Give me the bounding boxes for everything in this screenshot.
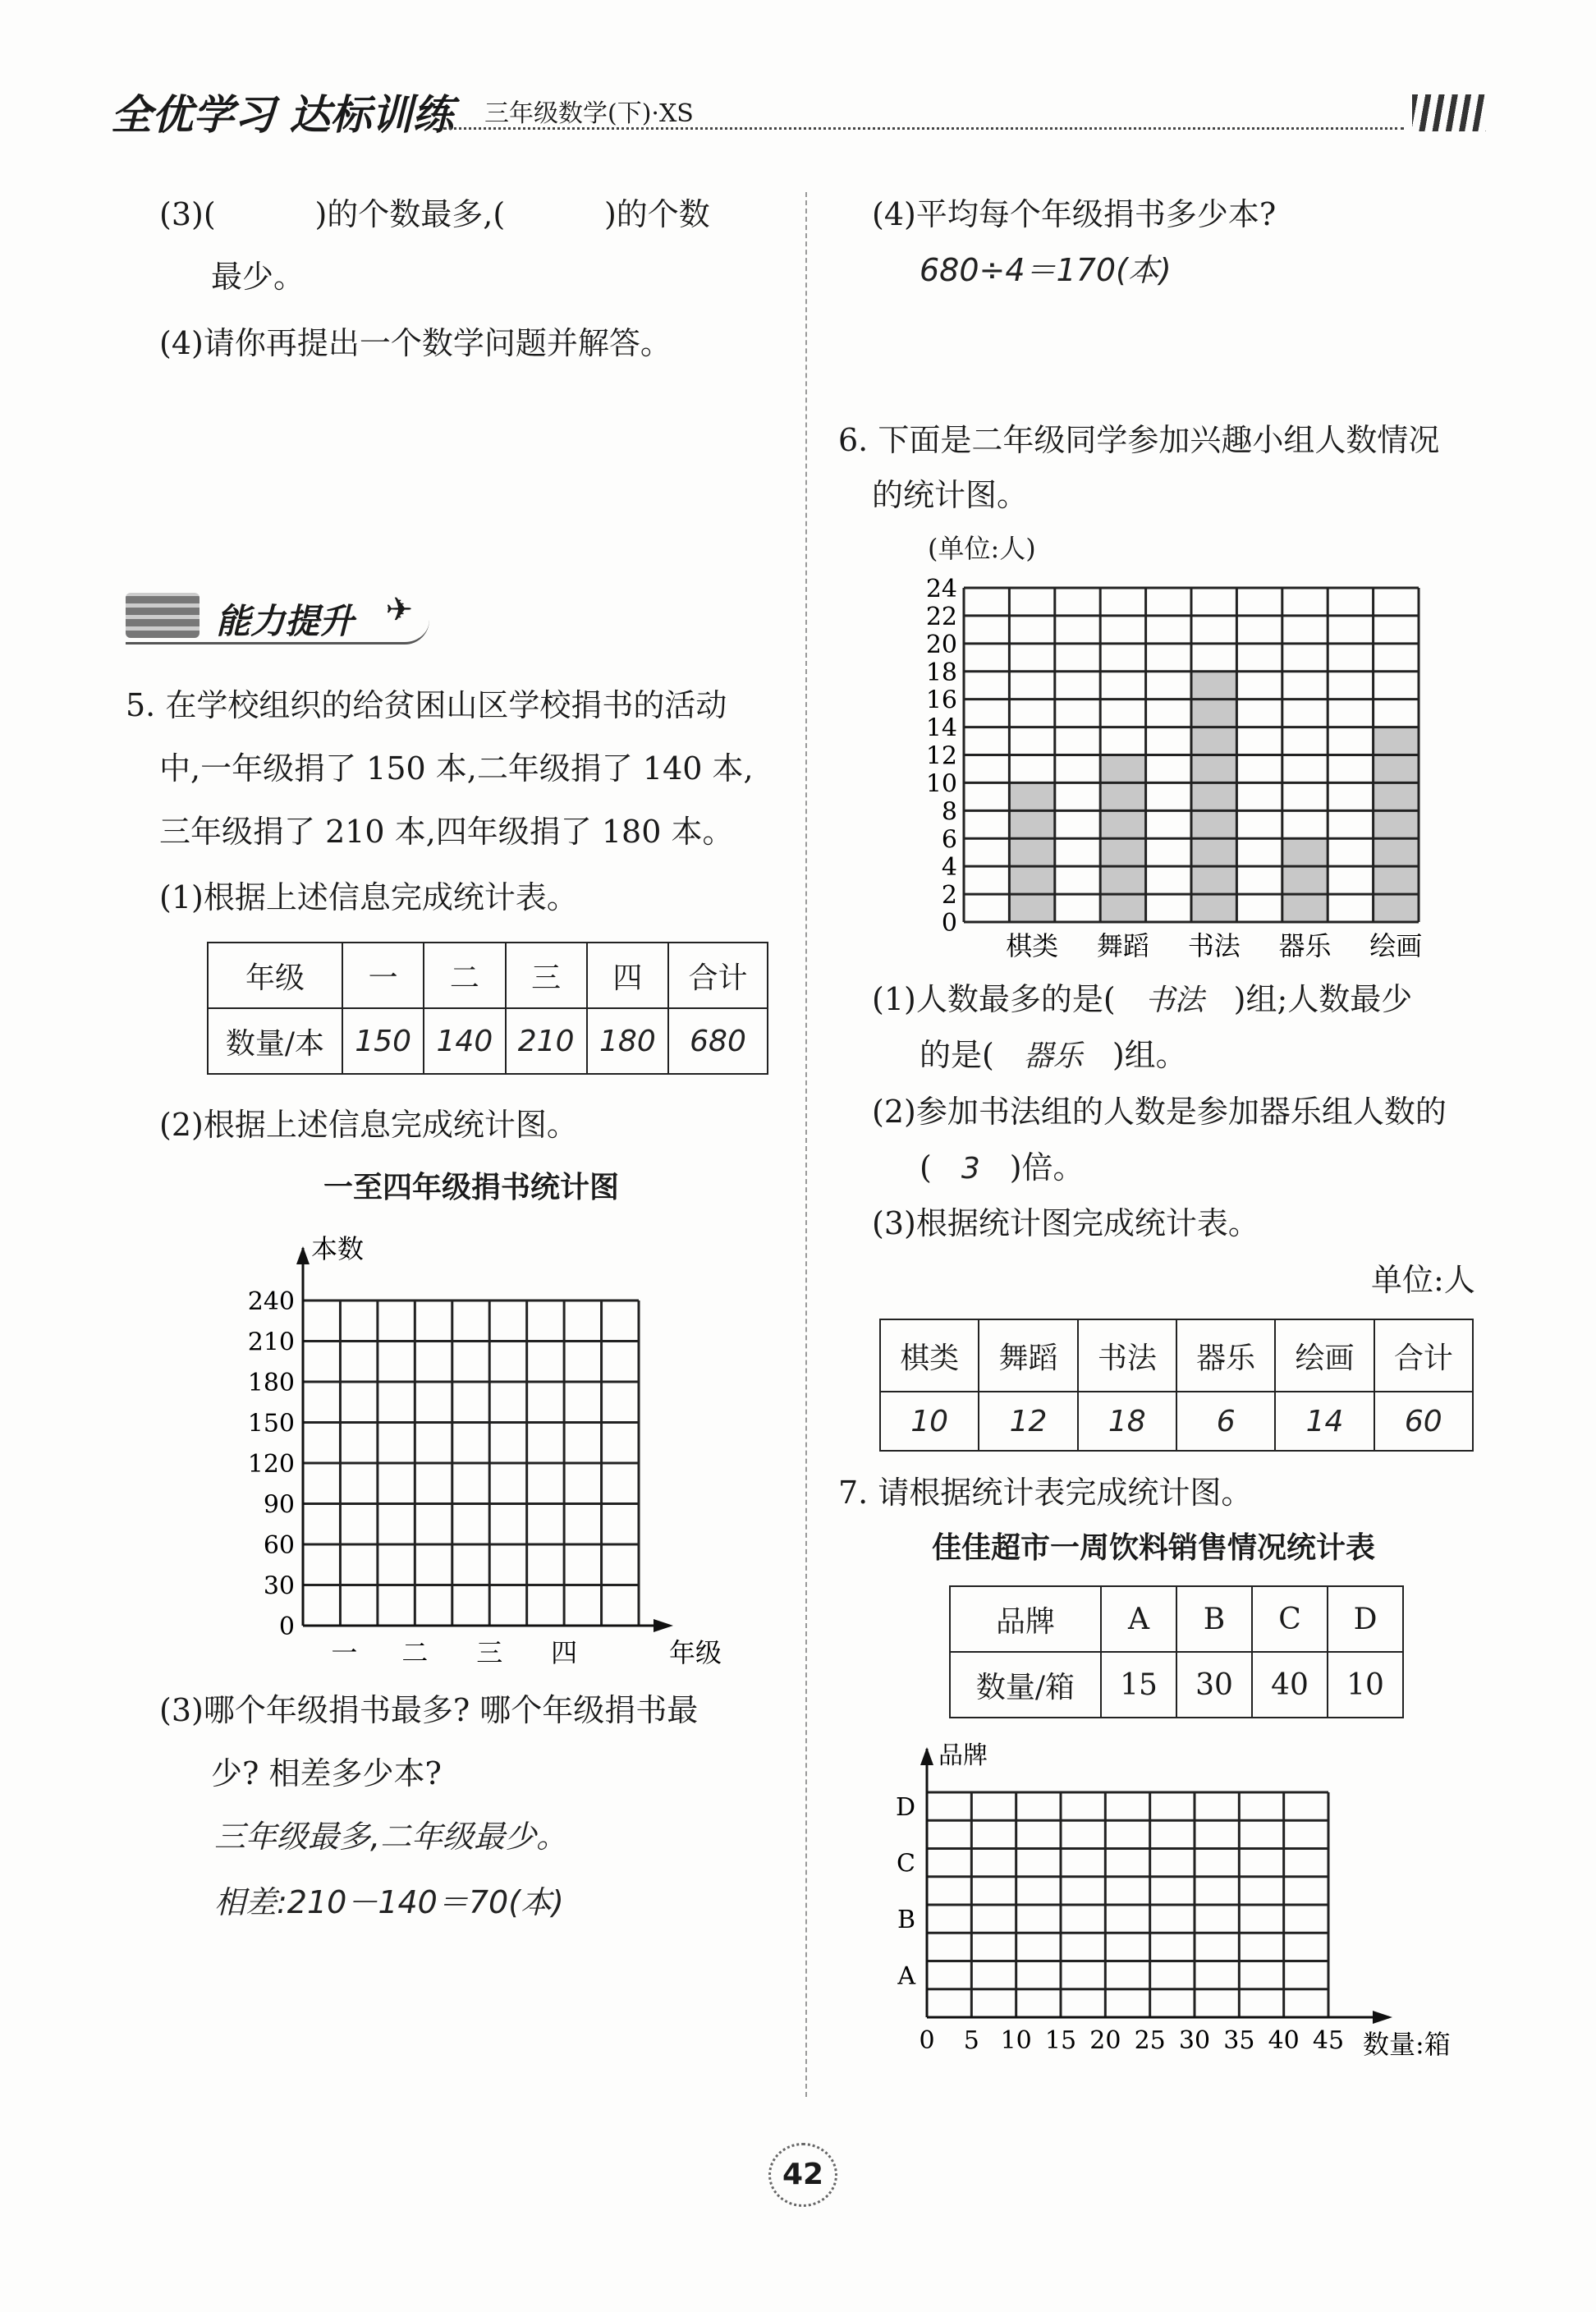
q5-3-line2: 少? 相差多少本?: [211, 1755, 442, 1791]
y-tick-label: 30: [263, 1571, 295, 1601]
y-tick-label: 8: [941, 797, 957, 827]
section-title: 能力提升: [216, 601, 355, 641]
q5-table: [207, 942, 768, 1075]
q5-1-prompt: (1)根据上述信息完成统计表。: [159, 879, 578, 915]
x-tick-label: 二: [401, 1637, 429, 1668]
y-tick-label: A: [897, 1961, 915, 1991]
answer-line1: 三年级最多,二年级最少。: [214, 1819, 568, 1855]
y-tick-label: 60: [263, 1531, 295, 1560]
q6-2-answer: 3: [961, 1152, 980, 1186]
y-tick-label: 10: [925, 769, 957, 799]
q6-1-line1: (1)人数最多的是( 书法 )组;人数最少: [872, 981, 1413, 1017]
y-tick-label: 18: [925, 658, 957, 687]
table-cell: 二: [424, 943, 505, 1008]
x-tick-label: 三: [476, 1637, 503, 1668]
table-cell: 18: [1078, 1392, 1176, 1451]
axis-arrow: [920, 1747, 933, 1765]
y-tick-label: 180: [247, 1369, 295, 1397]
chart2-unit: (单位:人): [928, 533, 1036, 564]
x-tick-label: 书法: [1187, 930, 1241, 961]
q3-line1: (3)( )的个数最多,( )的个数: [159, 196, 710, 232]
bar-书法: [1191, 672, 1236, 922]
table-cell: 150: [342, 1008, 424, 1074]
q6-3-prompt: (3)根据统计图完成统计表。: [872, 1205, 1259, 1241]
x-tick-label: 5: [963, 2026, 979, 2055]
q4-prompt: (4)请你再提出一个数学问题并解答。: [159, 325, 672, 361]
table-cell: 60: [1374, 1392, 1473, 1451]
y-tick-label: 210: [247, 1328, 295, 1357]
x-tick-label: 四: [551, 1637, 578, 1668]
y-tick-label: 14: [925, 713, 957, 743]
table-cell: 一: [342, 943, 424, 1008]
answer-line2: 相差:210－140＝70(本): [214, 1884, 564, 1920]
q7-table: [949, 1585, 1404, 1718]
y-tick-label: 90: [263, 1490, 295, 1520]
table-cell: 180: [587, 1008, 668, 1074]
table-cell: 年级: [208, 943, 342, 1008]
q6-2-line1: (2)参加书法组的人数是参加器乐组人数的: [872, 1094, 1447, 1130]
section-header: [126, 585, 429, 645]
table-row: [950, 1652, 1403, 1718]
q5-2-prompt: (2)根据上述信息完成统计图。: [159, 1107, 578, 1143]
x-tick-label: 15: [1044, 2026, 1077, 2055]
table-cell: 绘画: [1275, 1319, 1374, 1392]
table-cell: 10: [1328, 1652, 1403, 1718]
table-cell: 6: [1176, 1392, 1275, 1451]
y-tick-label: 150: [247, 1409, 295, 1438]
y-tick-label: 16: [925, 686, 957, 715]
table-cell: 合计: [1374, 1319, 1473, 1392]
table-header-row: [950, 1586, 1403, 1652]
table-header-row: [880, 1319, 1473, 1392]
q6-1-answer1: 书法: [1144, 984, 1204, 1017]
table-cell: 四: [587, 943, 668, 1008]
table-cell: 12: [979, 1392, 1077, 1451]
table-cell: 品牌: [950, 1586, 1101, 1652]
q6-line2: 的统计图。: [872, 477, 1029, 513]
q5-line2: 中,一年级捐了 150 本,二年级捐了 140 本,: [159, 750, 754, 787]
x-tick-label: 器乐: [1278, 930, 1332, 961]
q5-3-line1: (3)哪个年级捐书最多? 哪个年级捐书最: [159, 1692, 699, 1728]
column-divider: [805, 192, 807, 2097]
bar-绘画: [1374, 727, 1419, 922]
header-stripes-decoration: [1412, 94, 1486, 131]
table-cell: 14: [1275, 1392, 1374, 1451]
y-tick-label: 0: [941, 909, 957, 938]
table-cell: 数量/箱: [950, 1652, 1101, 1718]
x-tick-label: 10: [1000, 2026, 1032, 2055]
y-tick-label: 2: [941, 881, 957, 911]
y-tick-label: 22: [925, 602, 957, 631]
y-axis-label: 本数: [311, 1233, 365, 1264]
y-tick-label: 120: [247, 1450, 295, 1479]
q6-table: [879, 1319, 1474, 1452]
table-cell: 40: [1252, 1652, 1328, 1718]
y-tick-label: 240: [247, 1287, 295, 1316]
table-cell: A: [1101, 1586, 1176, 1652]
x-tick-label: 45: [1312, 2026, 1345, 2055]
y-tick-label: 24: [925, 575, 957, 603]
table-cell: 棋类: [880, 1319, 979, 1392]
x-tick-label: 一: [331, 1637, 358, 1668]
y-tick-label: B: [897, 1906, 915, 1935]
y-tick-label: 6: [941, 825, 957, 855]
x-tick-label: 25: [1134, 2026, 1166, 2055]
table-cell: C: [1252, 1586, 1328, 1652]
x-tick-label: 35: [1223, 2026, 1255, 2055]
x-tick-label: 舞蹈: [1096, 930, 1149, 961]
x-tick-label: 0: [919, 2026, 935, 2055]
y-tick-label: 12: [925, 741, 957, 771]
bar-棋类: [1009, 782, 1054, 922]
y-tick-label: C: [897, 1849, 915, 1878]
y-tick-label: 0: [278, 1612, 295, 1641]
q3-line2: 最少。: [211, 259, 305, 295]
table-cell: 30: [1176, 1652, 1252, 1718]
x-axis-label: 数量:箱: [1363, 2029, 1451, 2060]
page-number: 42: [768, 2143, 837, 2207]
bar-器乐: [1282, 838, 1328, 922]
table-cell: 器乐: [1176, 1319, 1275, 1392]
x-tick-label: 30: [1178, 2026, 1211, 2055]
table-cell: 10: [880, 1392, 979, 1451]
y-tick-label: 20: [925, 630, 957, 659]
table-cell: 210: [506, 1008, 587, 1074]
q6-2-line2: ( 3 )倍。: [920, 1149, 1085, 1186]
chart2: [903, 575, 1478, 969]
chart3-grid: [887, 1741, 1560, 2069]
y-tick-label: D: [895, 1793, 915, 1823]
header-logo: 全优学习 达标训练: [111, 91, 454, 139]
y-axis-label: 品牌: [938, 1741, 988, 1770]
x-tick-label: 40: [1268, 2026, 1300, 2055]
x-tick-label: 绘画: [1369, 930, 1423, 961]
q4-right-answer: 680÷4＝170(本): [920, 252, 1172, 288]
q5-line1: 5. 在学校组织的给贫困山区学校捐书的活动: [126, 687, 727, 723]
books-icon: [126, 593, 200, 638]
q4-right-prompt: (4)平均每个年级捐书多少本?: [872, 196, 1277, 232]
table7-title: 佳佳超市一周饮料销售情况统计表: [932, 1530, 1376, 1565]
table-cell: 15: [1101, 1652, 1176, 1718]
table-cell: 三: [506, 943, 587, 1008]
x-tick-label: 20: [1089, 2026, 1121, 2055]
q6-line1: 6. 下面是二年级同学参加兴趣小组人数情况: [838, 422, 1440, 458]
table-cell: 数量/本: [208, 1008, 342, 1074]
airplane-icon: ✈: [385, 591, 413, 629]
unit-label: 单位:人: [1371, 1262, 1475, 1298]
table-cell: 舞蹈: [979, 1319, 1077, 1392]
table-row: [208, 1008, 768, 1074]
axis-arrow: [296, 1246, 310, 1264]
header-subtitle: 三年级数学(下)·XS: [484, 99, 694, 128]
y-tick-label: 4: [941, 853, 957, 883]
table-cell: 书法: [1078, 1319, 1176, 1392]
table-header-row: [208, 943, 768, 1008]
table-cell: 140: [424, 1008, 505, 1074]
chart1-title: 一至四年级捐书统计图: [323, 1170, 620, 1204]
table-cell: D: [1328, 1586, 1403, 1652]
q6-1-answer2: 器乐: [1023, 1039, 1083, 1073]
x-axis-label: 年级: [669, 1637, 722, 1668]
x-tick-label: 棋类: [1006, 930, 1059, 961]
table-cell: 680: [668, 1008, 768, 1074]
table-cell: B: [1176, 1586, 1252, 1652]
table-cell: 合计: [668, 943, 768, 1008]
header-dotted-rule: [443, 127, 1404, 130]
q5-line3: 三年级捐了 210 本,四年级捐了 180 本。: [159, 814, 734, 850]
table-row: [880, 1392, 1473, 1451]
q6-1-line2: 的是( 器乐 )组。: [920, 1037, 1187, 1073]
axis-arrow: [1373, 2011, 1392, 2024]
axis-arrow: [654, 1619, 673, 1632]
q7-prompt: 7. 请根据统计表完成统计图。: [838, 1475, 1253, 1511]
chart1-grid: [205, 1232, 731, 1675]
